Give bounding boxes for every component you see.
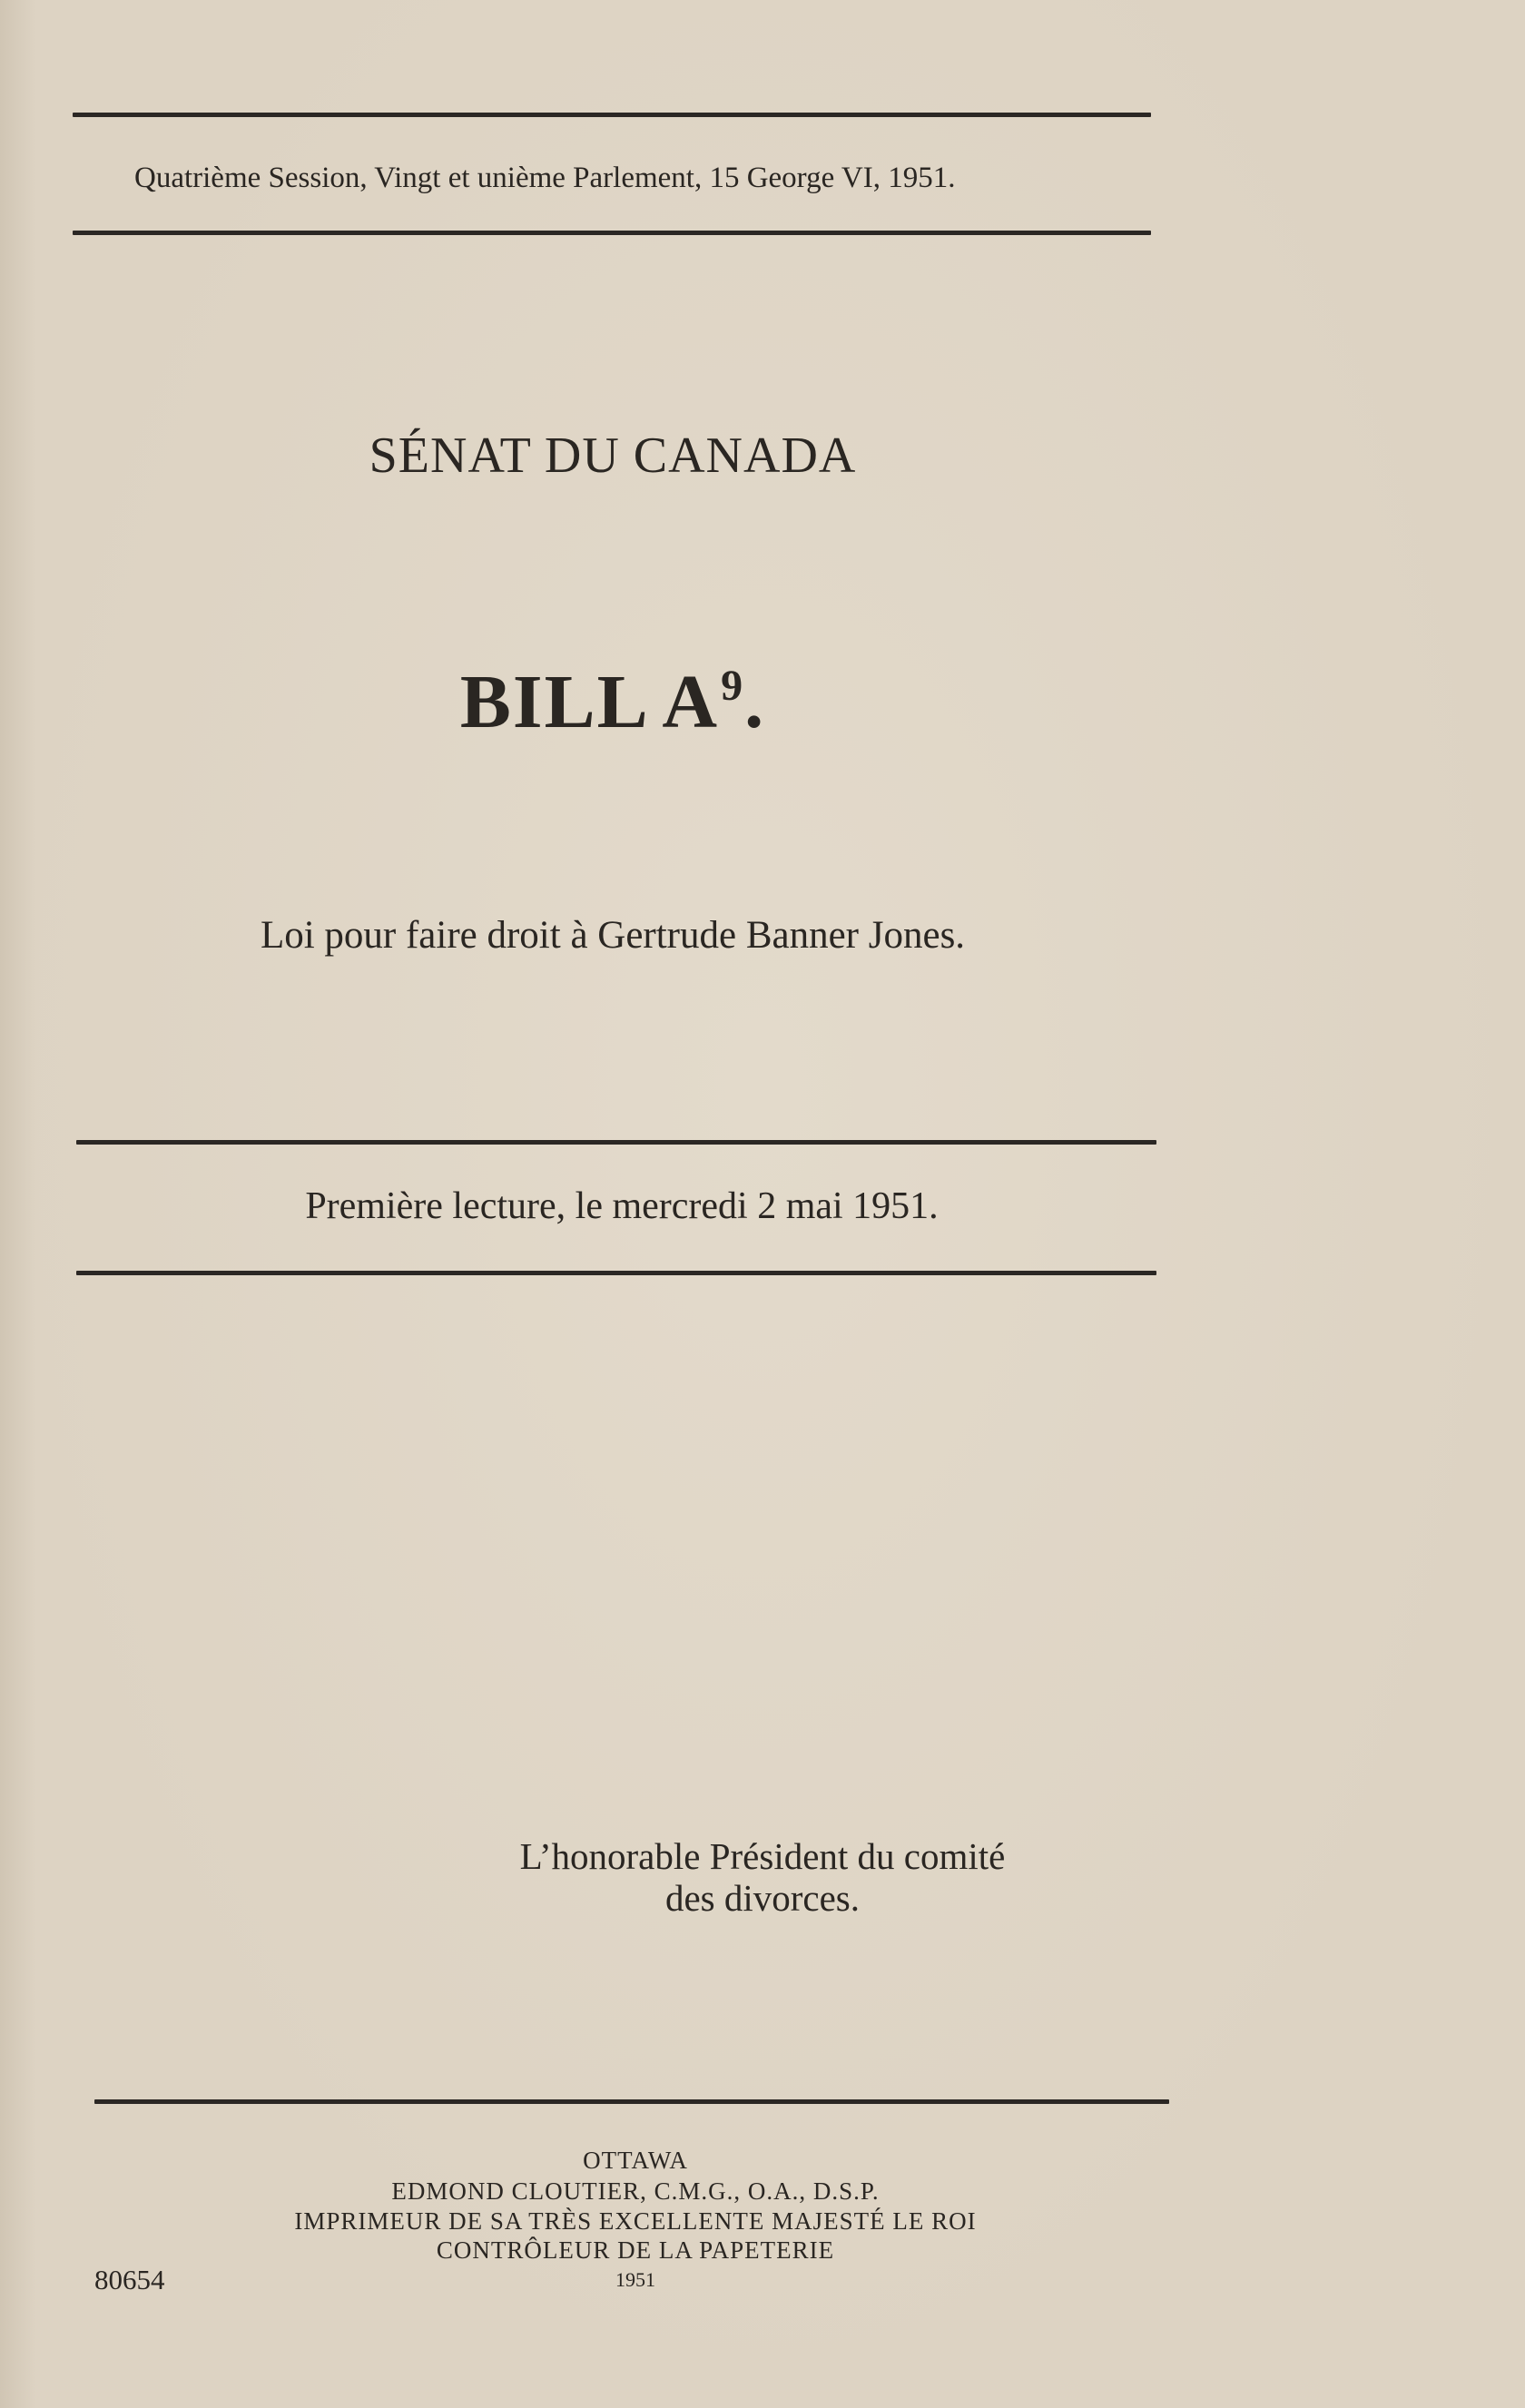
imprint-city: OTTAWA — [583, 2147, 688, 2174]
imprint-role: IMPRIMEUR DE SA TRÈS EXCELLENTE MAJESTÉ LE ROI — [294, 2207, 977, 2235]
bill-subject: Loi pour faire droit à Gertrude Banner Jones. — [260, 914, 966, 957]
session-line: Quatrième Session, Vingt et unième Parlement, 15 George VI, 1951. — [134, 162, 956, 194]
top-rule — [73, 113, 1151, 117]
reading-top-rule — [76, 1140, 1156, 1145]
imprint-year: 1951 — [615, 2268, 655, 2291]
document-number: 80654 — [94, 2264, 165, 2295]
bill-title — [0, 658, 1225, 746]
senate-title: SÉNAT DU CANADA — [369, 428, 857, 484]
reading-bottom-rule — [76, 1271, 1156, 1275]
first-reading: Première lecture, le mercredi 2 mai 1951. — [305, 1185, 939, 1227]
header-bottom-rule — [73, 231, 1151, 235]
sponsor-line-1: L’honorable Président du comité — [519, 1835, 1006, 1877]
bill-suffix: . — [744, 660, 766, 744]
imprint-controller: CONTRÔLEUR DE LA PAPETERIE — [436, 2236, 835, 2264]
imprint-printer: EDMOND CLOUTIER, C.M.G., O.A., D.S.P. — [391, 2177, 880, 2205]
sponsor-line-2: des divorces. — [664, 1877, 861, 1919]
sponsor — [427, 1835, 1098, 1919]
bill-number: 9 — [721, 662, 745, 710]
imprint-rule — [94, 2099, 1169, 2104]
bill-label: BILL A — [459, 660, 720, 744]
